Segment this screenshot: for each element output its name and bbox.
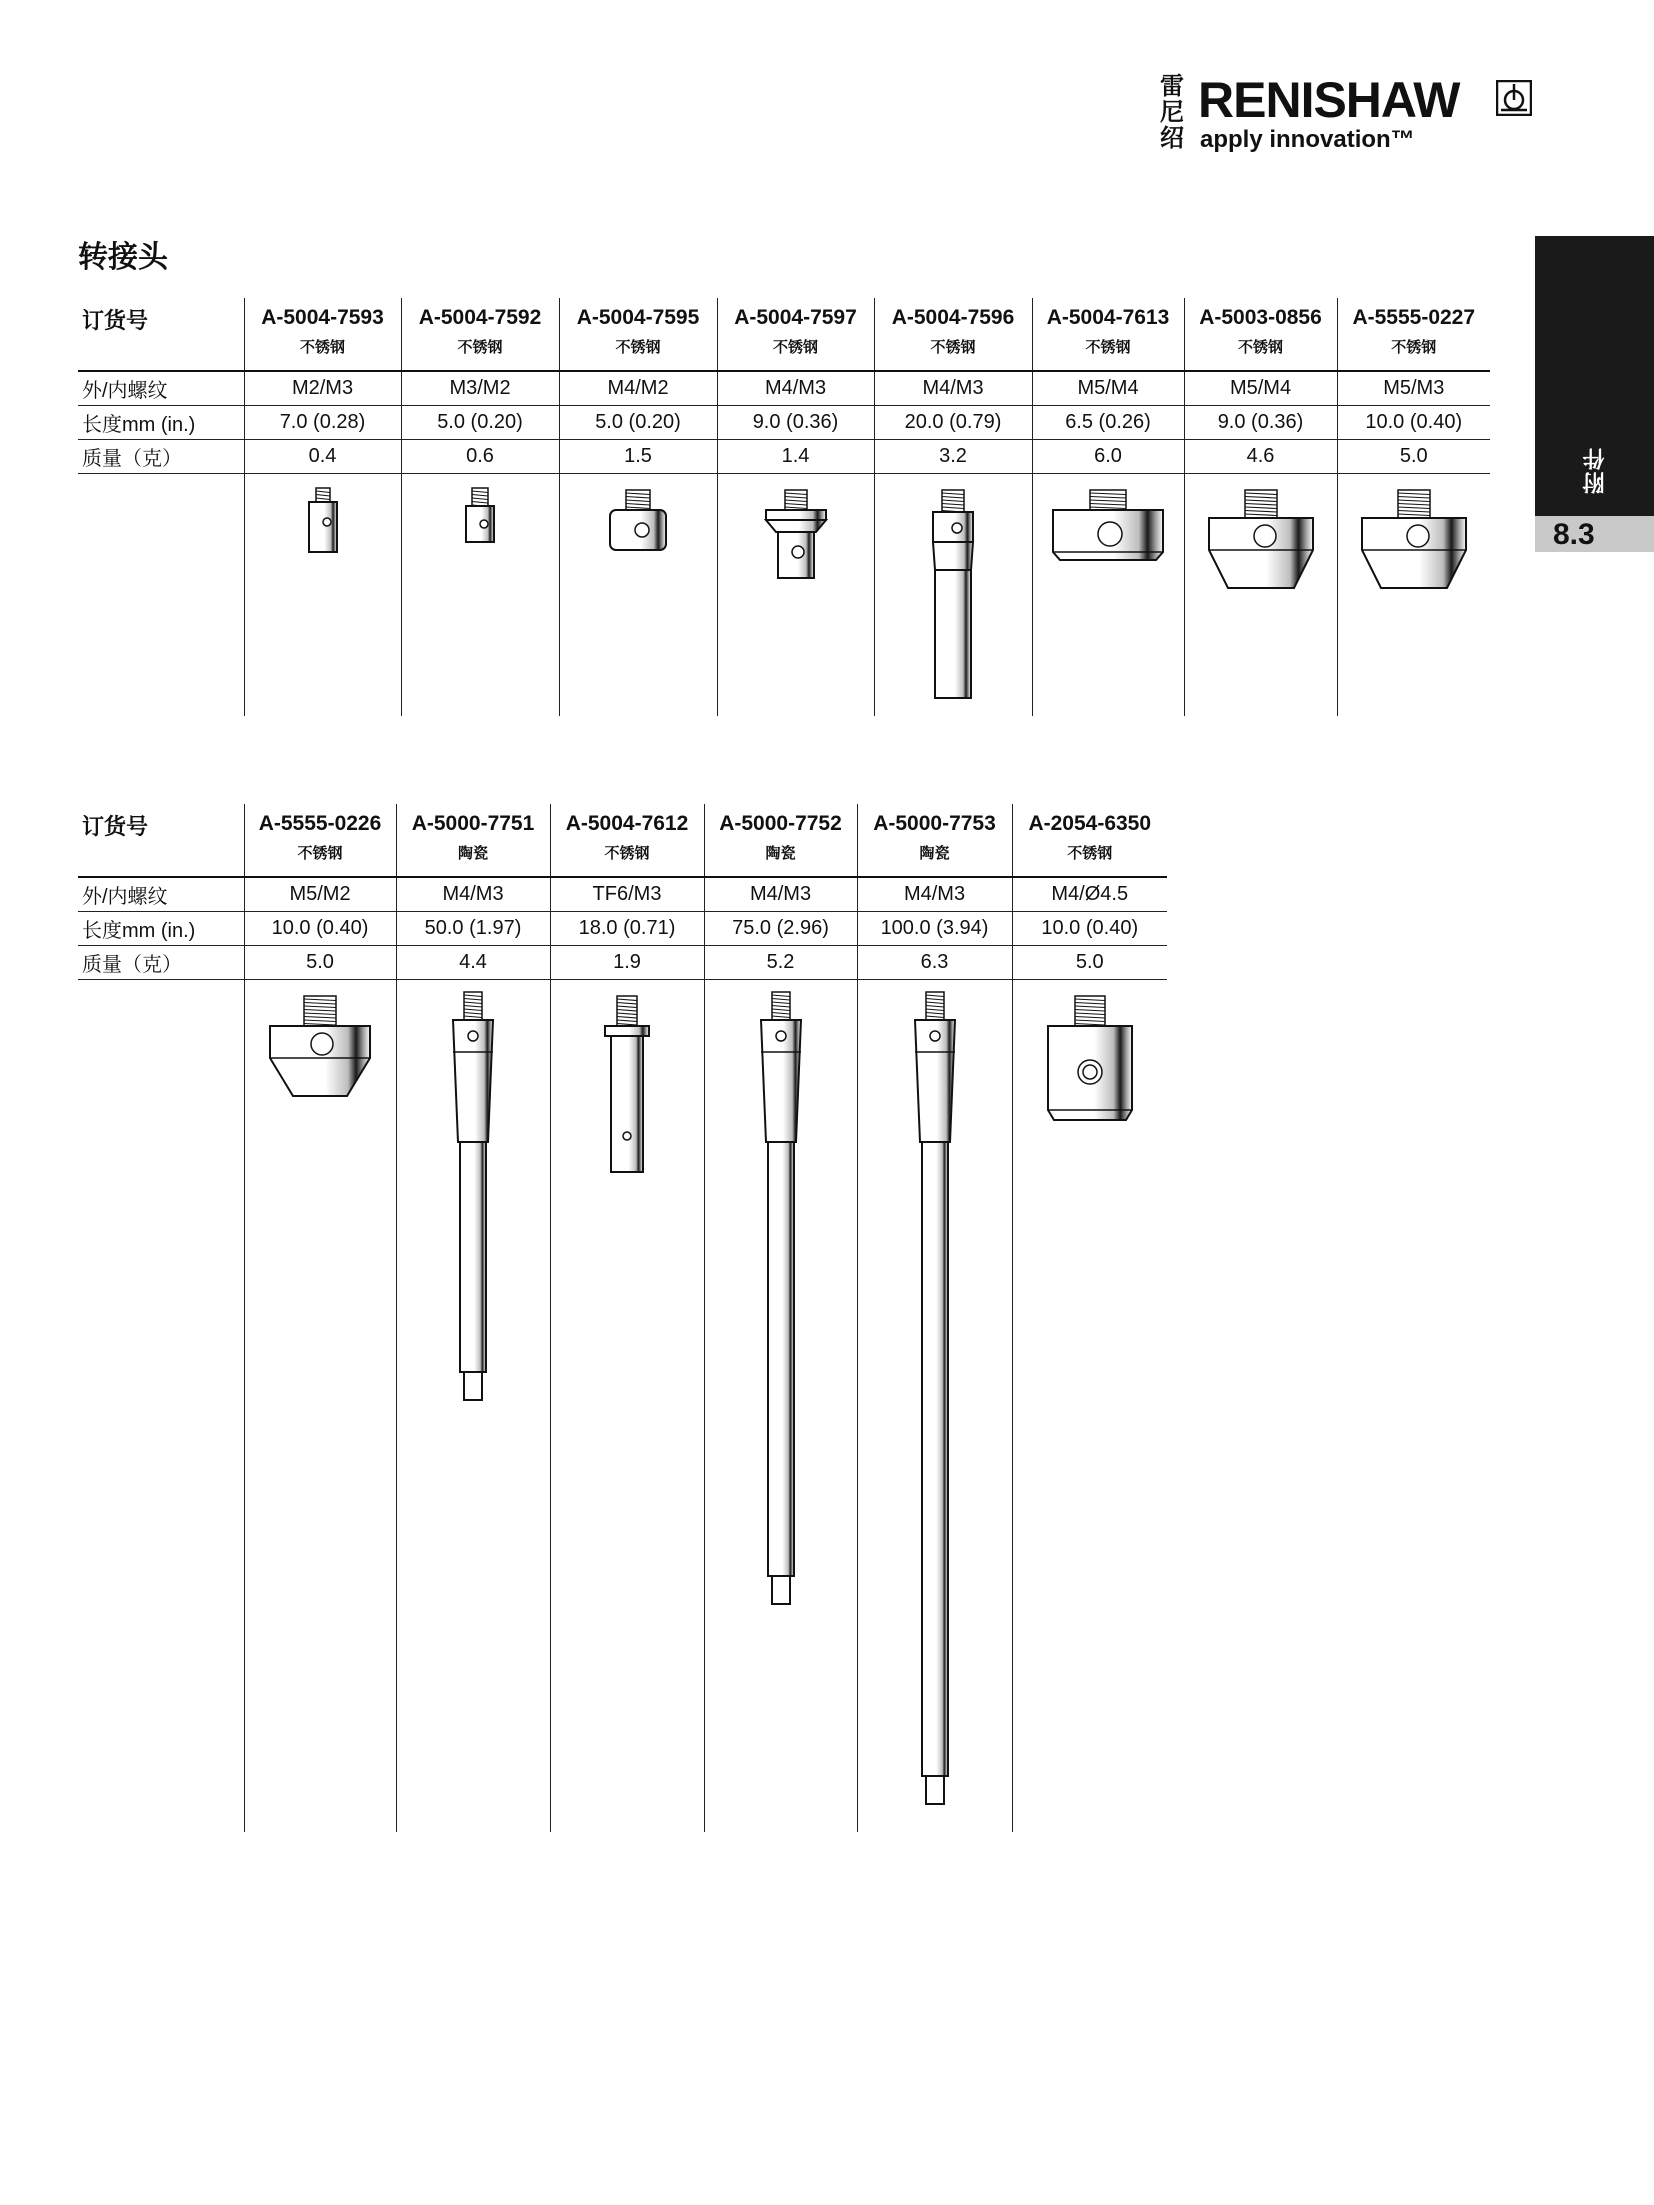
length-label: 长度mm (in.) bbox=[78, 912, 244, 946]
renishaw-probe-icon bbox=[1496, 80, 1532, 116]
mass-label: 质量（克） bbox=[78, 440, 244, 474]
material: 不锈钢 bbox=[1085, 339, 1131, 356]
length-value: 75.0 (2.96) bbox=[704, 912, 857, 946]
adapter-drawing-cell bbox=[244, 474, 401, 717]
mass-value: 0.6 bbox=[401, 440, 559, 474]
part-a-5555-0227-header bbox=[1337, 298, 1490, 371]
length-value: 6.5 (0.26) bbox=[1032, 406, 1184, 440]
mass-value: 5.0 bbox=[1337, 440, 1490, 474]
mass-value: 1.5 bbox=[559, 440, 717, 474]
part-number: A-5555-0226 bbox=[258, 812, 382, 835]
adapter-drawing-cell bbox=[550, 980, 704, 1833]
renishaw-logo bbox=[1160, 74, 1540, 164]
adapter-a-5004-7613-drawing bbox=[1043, 486, 1173, 586]
part-number: A-5000-7753 bbox=[873, 812, 996, 835]
thread-value: M5/M3 bbox=[1337, 371, 1490, 406]
length-label: 长度mm (in.) bbox=[78, 406, 244, 440]
part-a-5004-7613-header bbox=[1032, 298, 1184, 371]
part-a-5000-7751-header bbox=[396, 804, 550, 877]
thread-value: M2/M3 bbox=[244, 371, 401, 406]
length-value: 5.0 (0.20) bbox=[559, 406, 717, 440]
length-value: 5.0 (0.20) bbox=[401, 406, 559, 440]
adapter-a-5555-0227-drawing bbox=[1349, 486, 1479, 616]
mass-row bbox=[78, 440, 1490, 474]
adapter-a-5003-0856-drawing bbox=[1196, 486, 1326, 616]
adapter-drawing-cell bbox=[857, 980, 1012, 1833]
material: 不锈钢 bbox=[615, 339, 661, 356]
part-a-2054-6350-header bbox=[1012, 804, 1167, 877]
part-a-5555-0226-header bbox=[244, 804, 396, 877]
part-a-5004-7596-header bbox=[874, 298, 1032, 371]
adapter-table-1 bbox=[78, 298, 1490, 716]
thread-row bbox=[78, 877, 1167, 912]
adapter-a-5555-0226-drawing bbox=[255, 992, 385, 1122]
mass-value: 1.4 bbox=[717, 440, 874, 474]
mass-value: 4.4 bbox=[396, 946, 550, 980]
thread-value: M3/M2 bbox=[401, 371, 559, 406]
material: 不锈钢 bbox=[457, 339, 503, 356]
adapter-a-5000-7751-drawing bbox=[433, 992, 513, 1432]
adapter-a-2054-6350-drawing bbox=[1035, 992, 1145, 1132]
order-number-row bbox=[78, 804, 1167, 877]
thread-value: M4/M3 bbox=[857, 877, 1012, 912]
part-a-5004-7592-header bbox=[401, 298, 559, 371]
material: 陶瓷 bbox=[765, 845, 796, 862]
brand-slogan: apply innovation™ bbox=[1200, 126, 1415, 153]
mass-value: 5.0 bbox=[244, 946, 396, 980]
material: 不锈钢 bbox=[1067, 845, 1113, 862]
thread-value: M4/M3 bbox=[704, 877, 857, 912]
material: 不锈钢 bbox=[1237, 339, 1283, 356]
adapter-drawing-cell bbox=[717, 474, 874, 717]
length-value: 9.0 (0.36) bbox=[717, 406, 874, 440]
mass-value: 6.0 bbox=[1032, 440, 1184, 474]
section-tab-label: 附件 bbox=[1582, 446, 1607, 494]
length-value: 10.0 (0.40) bbox=[244, 912, 396, 946]
part-number: A-5004-7597 bbox=[734, 306, 857, 329]
part-number: A-5000-7751 bbox=[411, 812, 535, 835]
adapter-a-5000-7752-drawing bbox=[741, 992, 821, 1632]
section-tab bbox=[1535, 236, 1654, 516]
drawing-row bbox=[78, 980, 1167, 1833]
thread-value: M4/M2 bbox=[559, 371, 717, 406]
adapter-drawing-cell bbox=[704, 980, 857, 1833]
mass-value: 4.6 bbox=[1184, 440, 1337, 474]
part-a-5000-7752-header bbox=[704, 804, 857, 877]
thread-value: TF6/M3 bbox=[550, 877, 704, 912]
part-number: A-5004-7592 bbox=[418, 306, 542, 329]
mass-value: 0.4 bbox=[244, 440, 401, 474]
part-a-5004-7597-header bbox=[717, 298, 874, 371]
thread-value: M5/M4 bbox=[1184, 371, 1337, 406]
order-number-label: 订货号 bbox=[78, 804, 244, 877]
part-number: A-5004-7596 bbox=[891, 306, 1015, 329]
adapter-a-5000-7753-drawing bbox=[895, 992, 975, 1832]
adapter-drawing-cell bbox=[396, 980, 550, 1833]
mass-value: 1.9 bbox=[550, 946, 704, 980]
part-number: A-5004-7612 bbox=[565, 812, 689, 835]
mass-value: 5.2 bbox=[704, 946, 857, 980]
part-number: A-5003-0856 bbox=[1199, 306, 1322, 329]
material: 不锈钢 bbox=[297, 845, 343, 862]
material: 陶瓷 bbox=[919, 845, 950, 862]
drawing-row bbox=[78, 474, 1490, 717]
section-number bbox=[1535, 516, 1654, 552]
order-number-label: 订货号 bbox=[78, 298, 244, 371]
part-number: A-2054-6350 bbox=[1028, 812, 1152, 835]
thread-label: 外/内螺纹 bbox=[78, 877, 244, 912]
part-number: A-5004-7613 bbox=[1046, 306, 1170, 329]
mass-value: 6.3 bbox=[857, 946, 1012, 980]
adapter-drawing-cell bbox=[874, 474, 1032, 717]
mass-value: 3.2 bbox=[874, 440, 1032, 474]
adapter-a-5004-7595-drawing bbox=[598, 486, 678, 586]
mass-label: 质量（克） bbox=[78, 946, 244, 980]
brand-name: RENISHAW bbox=[1198, 72, 1460, 128]
part-number: A-5004-7595 bbox=[576, 306, 700, 329]
brand-cn: 雷尼绍 bbox=[1160, 73, 1184, 152]
adapter-drawing-cell bbox=[559, 474, 717, 717]
length-value: 18.0 (0.71) bbox=[550, 912, 704, 946]
order-number-row bbox=[78, 298, 1490, 371]
part-number: A-5000-7752 bbox=[719, 812, 842, 835]
thread-row bbox=[78, 371, 1490, 406]
part-number: A-5555-0227 bbox=[1352, 306, 1476, 329]
adapter-drawing-cell bbox=[401, 474, 559, 717]
adapter-a-5004-7597-drawing bbox=[756, 486, 836, 626]
part-a-5004-7612-header bbox=[550, 804, 704, 877]
page-title: 转接头 bbox=[78, 241, 168, 274]
material: 不锈钢 bbox=[930, 339, 976, 356]
thread-value: M4/M3 bbox=[874, 371, 1032, 406]
mass-value: 5.0 bbox=[1012, 946, 1167, 980]
adapter-a-5004-7612-drawing bbox=[592, 992, 662, 1192]
length-value: 50.0 (1.97) bbox=[396, 912, 550, 946]
adapter-a-5004-7593-drawing bbox=[293, 486, 353, 586]
length-value: 100.0 (3.94) bbox=[857, 912, 1012, 946]
adapter-table-2 bbox=[78, 804, 1167, 1832]
material: 陶瓷 bbox=[457, 845, 488, 862]
section-number-text: 8.3 bbox=[1553, 518, 1595, 551]
thread-value: M4/Ø4.5 bbox=[1012, 877, 1167, 912]
part-a-5004-7595-header bbox=[559, 298, 717, 371]
thread-value: M4/M3 bbox=[396, 877, 550, 912]
thread-value: M5/M4 bbox=[1032, 371, 1184, 406]
part-a-5004-7593-header bbox=[244, 298, 401, 371]
adapter-a-5004-7592-drawing bbox=[450, 486, 510, 576]
length-row bbox=[78, 912, 1167, 946]
adapter-drawing-cell bbox=[1032, 474, 1184, 717]
length-value: 9.0 (0.36) bbox=[1184, 406, 1337, 440]
material: 不锈钢 bbox=[604, 845, 650, 862]
material: 不锈钢 bbox=[772, 339, 818, 356]
part-number: A-5004-7593 bbox=[261, 306, 384, 329]
thread-value: M4/M3 bbox=[717, 371, 874, 406]
length-value: 10.0 (0.40) bbox=[1337, 406, 1490, 440]
adapter-drawing-cell bbox=[244, 980, 396, 1833]
mass-row bbox=[78, 946, 1167, 980]
thread-label: 外/内螺纹 bbox=[78, 371, 244, 406]
length-row bbox=[78, 406, 1490, 440]
adapter-drawing-cell bbox=[1337, 474, 1490, 717]
part-a-5000-7753-header bbox=[857, 804, 1012, 877]
part-a-5003-0856-header bbox=[1184, 298, 1337, 371]
length-value: 20.0 (0.79) bbox=[874, 406, 1032, 440]
adapter-a-5004-7596-drawing bbox=[913, 486, 993, 716]
adapter-drawing-cell bbox=[1012, 980, 1167, 1833]
material: 不锈钢 bbox=[299, 339, 345, 356]
length-value: 10.0 (0.40) bbox=[1012, 912, 1167, 946]
thread-value: M5/M2 bbox=[244, 877, 396, 912]
adapter-drawing-cell bbox=[1184, 474, 1337, 717]
length-value: 7.0 (0.28) bbox=[244, 406, 401, 440]
material: 不锈钢 bbox=[1391, 339, 1437, 356]
